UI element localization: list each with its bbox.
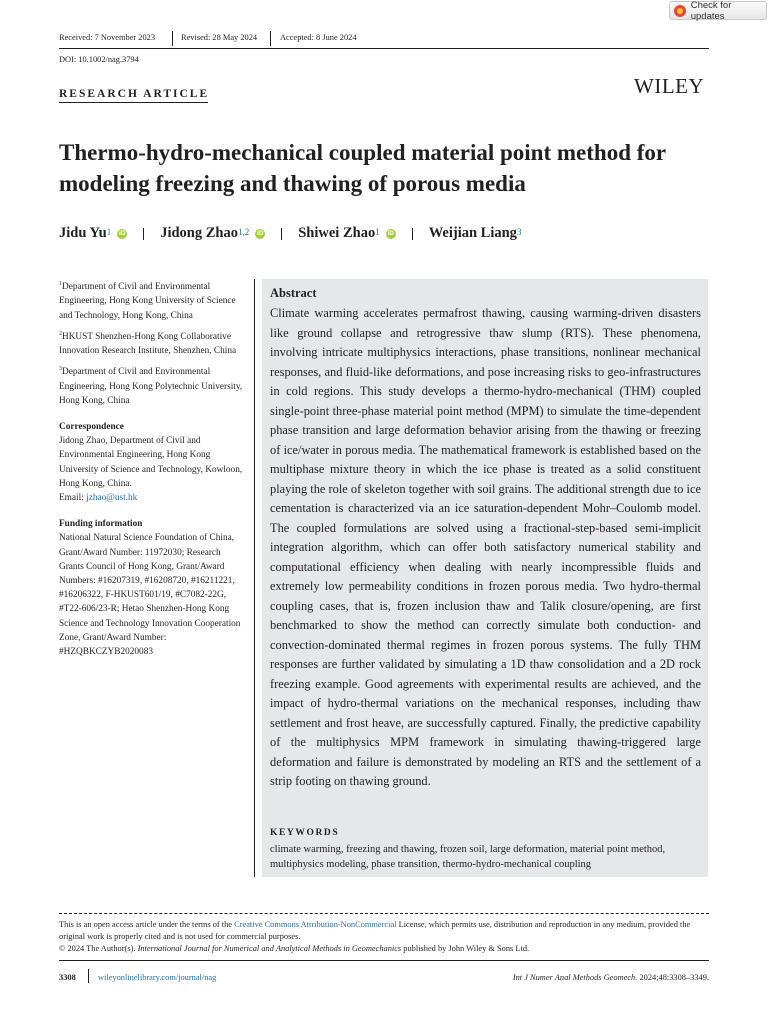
affiliation-text: HKUST Shenzhen-Hong Kong Collaborative Innovation Research Institute, Shenzhen, China — [59, 331, 237, 356]
email-link[interactable]: jzhao@ust.hk — [86, 492, 138, 503]
license-link[interactable]: Creative Commons Attribution-NonCommercial — [234, 920, 397, 929]
affiliation — [59, 277, 247, 323]
abstract-heading: Abstract — [270, 286, 317, 300]
header-rule — [59, 48, 709, 49]
keywords-heading: KEYWORDS — [270, 828, 340, 838]
author-separator — [281, 228, 282, 240]
author-separator — [412, 228, 413, 240]
orcid-icon[interactable]: iD — [387, 229, 394, 237]
author-name[interactable]: Jidong Zhao — [160, 225, 238, 241]
crossmark-icon — [674, 5, 686, 17]
license-notice — [59, 919, 709, 955]
funding-heading: Funding information — [59, 519, 143, 530]
citation-details: 2024;48:3308–3349. — [637, 973, 709, 982]
article-title: Thermo-hydro-mechanical coupled material point method for modeling freezing and thawing of porous media — [59, 140, 666, 196]
article-type-underline — [59, 102, 208, 103]
license-text: License, which permits use, distribution and reproduction in any medium, provided the original work is properly cited and is not used for commercial purposes. — [59, 920, 691, 941]
affiliation-text: Department of Civil and Environmental Engineering, Hong Kong Polytechnic University, Hong Kong, China — [59, 367, 243, 406]
affiliation-text: Department of Civil and Environmental Engineering, Hong Kong University of Science and Technology, Hong Kong, China — [59, 282, 236, 321]
author-name[interactable]: Shiwei Zhao — [298, 225, 376, 241]
accepted-date: Accepted: 8 June 2024 — [280, 33, 357, 42]
revised-date: Revised: 28 May 2024 — [181, 33, 258, 42]
page-number: 3308 — [59, 973, 76, 982]
author-name[interactable]: Jidu Yu — [59, 225, 107, 241]
column-divider — [254, 279, 255, 877]
received-date: Received: 7 November 2023 — [59, 33, 156, 42]
check-for-updates-button[interactable] — [669, 1, 767, 20]
author-separator — [143, 228, 144, 240]
funding-text: National Natural Science Foundation of China, Grant/Award Number: 11972030; Research Grants Council of Hong Kong, Grant/Award Numbers: #16207319, #16208720, #16211221, #16206322, F-HKUST601/19, #C7082-22G, #T22-606/23-R; Hetao Shenzhen-Hong Kong Science and Technology Innovation Cooperation Zone, Grant/Award Number: #HZQBKCZYB2020083 — [59, 533, 241, 657]
citation — [430, 973, 709, 982]
abstract-text: Climate warming accelerates permafrost thawing, causing warming-driven disasters like ground collapse and retrogressive thaw slump (RTS). These phenomena, involving intricate multiphysics interactions, phase transitions, nonlinear mechanical responses, and fluid-like deformations, and pose increasing risks to geo-infrastructures in cold regions. This study develops a thermo-hydro-mechanical (THM) coupled single-point three-phase material point method (MPM) to simulate the time-dependent phase transition and large deformation behavior arising from the thawing or freezing of ice/water in porous media. The mathematical framework is established based on the multiphase mixture theory in which the ice phase is treated as a solid constituent playing the role of skeleton together with soil grains. The additional strength due to ice cementation is characterized via an ice saturation-dependent Mohr–Coulomb model. The coupled formulations are solved using a fractional-step-based semi-implicit integration algorithm, which can offer both satisfactory numerical stability and computational efficiency when dealing with nearly incompressible fluids and extremely low permeability conditions in frozen porous media. Two hydro-thermal coupling cases, that is, frozen inclusion thaw and Talik closure/opening, are first benchmarked to show the method can correctly simulate both conduction- and convection-dominated thermal regimes in frozen porous systems. The fully THM responses are further validated by simulating a 1D thaw consolidation and a 2D rock freezing example. Good agreements with experimental results are achieved, and the impact of hydro-thermal variations on the mechanical responses, including thaw settlement and frost heave, are successfully captured. Finally, the predictive capability of the multiphysics MPM framework in simulating thawing-triggered large deformation and failure is demonstrated by modeling an RTS and the settlement of a strip footing on thawing ground. — [270, 306, 701, 788]
publisher-logo: WILEY — [634, 74, 705, 98]
author-affiliation-ref: 1,2 — [237, 226, 250, 237]
correspondence-text — [59, 434, 247, 505]
header-divider — [172, 31, 173, 46]
journal-name: International Journal for Numerical and Analytical Methods in Geomechanics — [137, 944, 402, 953]
affiliation — [59, 362, 247, 408]
copyright-text: published by John Wiley & Sons Ltd. — [401, 944, 530, 953]
check-for-updates-label: Check for updates — [690, 0, 732, 22]
doi: DOI: 10.1002/nag.3794 — [59, 55, 139, 64]
header-divider — [270, 31, 271, 46]
footer-rule — [59, 960, 709, 961]
license-text: This is an open access article under the terms of the — [59, 920, 235, 929]
footer-divider — [88, 969, 89, 983]
copyright-text: © 2024 The Author(s). — [59, 944, 138, 953]
email-label: Email: — [59, 492, 87, 503]
orcid-icon[interactable]: iD — [256, 229, 264, 237]
footer-dashed-rule — [59, 913, 709, 914]
author-affiliation-ref: 1 — [375, 226, 380, 237]
affiliation-number: 1 — [59, 281, 62, 287]
affiliation-number: 2 — [59, 330, 62, 337]
article-type: RESEARCH ARTICLE — [59, 88, 210, 100]
author-name[interactable]: Weijian Liang — [428, 225, 517, 241]
orcid-icon[interactable]: iD — [118, 229, 126, 237]
keywords-text: climate warming, freezing and thawing, frozen soil, large deformation, material point method, multiphysics modeling, phase transition, thermo-hydro-mechanical coupling — [270, 844, 666, 870]
correspondence-address: Jidong Zhao, Department of Civil and Environmental Engineering, Hong Kong University of Science and Technology, Kowloon, Hong Kong, China. — [59, 436, 243, 489]
author-affiliation-ref: 1 — [106, 226, 112, 237]
affiliation-number: 3 — [59, 366, 62, 373]
journal-url-link[interactable]: wileyonlinelibrary.com/journal/nag — [98, 973, 217, 982]
author-list — [59, 225, 521, 242]
affiliation — [59, 327, 247, 359]
article-info-column — [59, 277, 247, 659]
citation-journal: Int J Numer Anal Methods Geomech. — [512, 973, 638, 982]
correspondence-heading: Correspondence — [59, 421, 124, 432]
author-affiliation-ref: 3 — [516, 226, 522, 237]
